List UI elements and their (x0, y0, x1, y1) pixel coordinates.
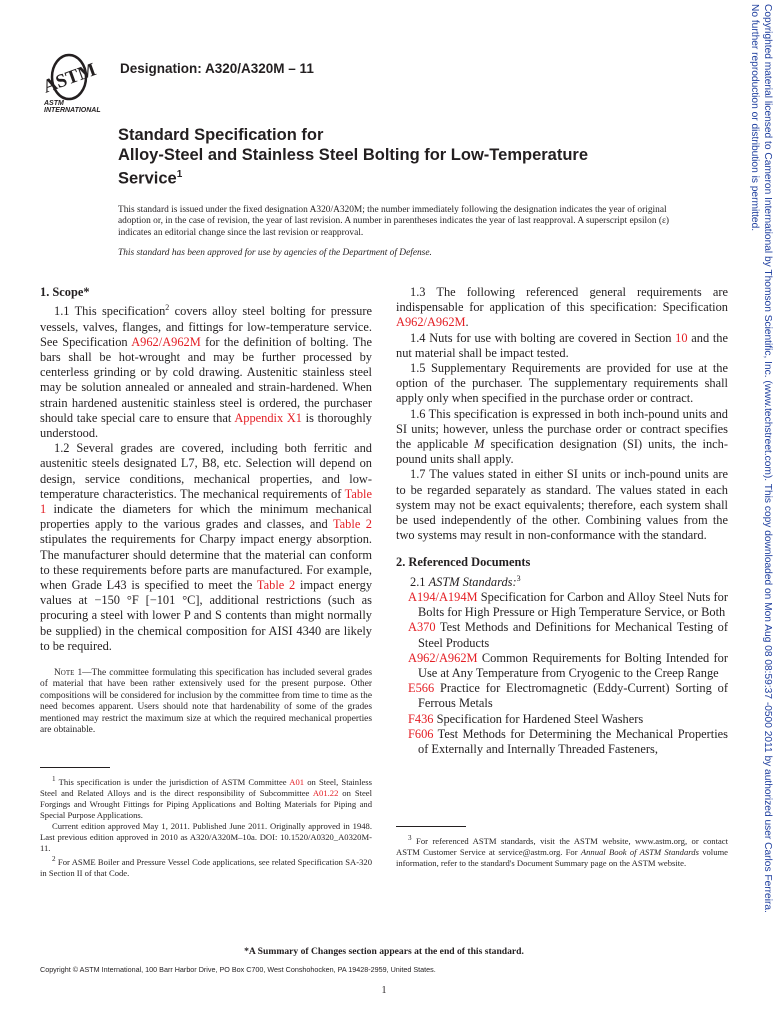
link-a962[interactable]: A962/A962M (131, 334, 201, 349)
title-line-2: Alloy-Steel and Stainless Steel Bolting for Low-Temperature (118, 146, 589, 164)
paragraph-1-1: 1.1 This specification$^2$ covers alloy steel bolting for pressure vessels, valves, flanges, and fittings for low-temperature service. See Specification A962/A962M for the definition of bolting. The bars shall be hot-wrought and may be further processed by centerless grinding or by cold drawing. Austenitic stainless steel may be solution annealed or annealed and strain-hardened. When strain hardened austenitic stainless steel is ordered, the purchaser should take special care to ensure that Appendix X1 is thoroughly understood. (40, 303, 372, 440)
license-text (748, 4, 774, 913)
svg-text:ASTM: ASTM (40, 59, 99, 98)
footnote-1: $^1$ This specification is under the jurisdiction of ASTM Committee A01 on Steel, Stainless Steel and Related Alloys and is the direct responsibility of Subcommittee A01.22 on Steel Forgings and Wrought Fittings for Piping Applications and Bolting Materials for Piping and Special Purpose Applications. (40, 775, 373, 820)
astm-logo (36, 50, 114, 112)
reference-item: F606 Test Methods for Determining the Mechanical Properties of Externally and Internally Threaded Fasteners, (408, 726, 728, 757)
title-line-3 (118, 165, 678, 189)
reference-item: A194/A194M Specification for Carbon and Alloy Steel Nuts for Bolts for High Pressure or High Temperature Service, or Both (408, 589, 728, 620)
reference-item: A962/A962M Common Requirements for Bolting Intended for Use at Any Temperature from Cryogenic to the Creep Range (408, 650, 728, 680)
paragraph-1-2: 1.2 Several grades are covered, including both ferritic and austenitic steels designated L7, B8, etc. Selection will depend on design, service conditions, mechanical properties, and low-temperature characteristics. The mechanical requirements of Table 1 indicate the diameters for which the minimum mechanical properties apply to the various grades and classes, and Table 2 stipulates the requirements for Charpy impact energy absorption. The manufacturer should determine that the material can conform to these requirements before parts are manufactured. For example, when Grade L43 is specified to meet the Table 2 impact energy values at −150 °F [−101 °C], additional restrictions (such as procuring a steel with lower P and S contents than might normally be supplied) in the chemical composition for AISI 4340 are likely to be required. (40, 441, 373, 653)
paragraph-1-3: 1.3 The following referenced general requirements are indispensable for application of this specification: Specification A962/A962M. (396, 285, 728, 330)
link-table-2[interactable]: Table 2 (256, 577, 296, 592)
license-line-2: No further reproduction or distribution is permitted. (749, 4, 760, 232)
paragraph-1-6: 1.6 This specification is expressed in both inch-pound units and SI units; however, unless the purchase order or contract specifies the applicable M specification designation (SI) units, the inch-pound units shall apply. (396, 406, 729, 467)
link-reference-code[interactable]: A962/A962M (408, 650, 478, 665)
link-reference-code[interactable]: A194/A194M (408, 589, 478, 604)
left-column (40, 285, 372, 736)
section-heading-referenced: 2. Referenced Documents (396, 555, 531, 570)
page-number: 1 (381, 985, 387, 996)
link-reference-code[interactable]: A370 (408, 620, 436, 635)
footnote-3: $^3$ For referenced ASTM standards, visit the ASTM website, www.astm.org, or contact ASTM Customer Service at service@astm.org. For Annual Book of ASTM Standards volume information, refer to the standard's Document Summary page on the ASTM website. (396, 834, 728, 868)
section-heading-scope: 1. Scope* (40, 285, 90, 299)
paragraph-1-5: 1.5 Supplementary Requirements are provided for use at the option of the purchaser. The supplementary requirements shall apply only when specified in the purchase order or contract. (396, 361, 728, 406)
link-a962[interactable]: A962/A962M (396, 315, 466, 330)
footnote-2: $^2$ For ASME Boiler and Pressure Vessel Code applications, see related Specification SA-320 in Section II of that Code. (40, 854, 372, 878)
note-1: Note 1—The committee formulating this specification has included several grades of material that have been rather extensively used for the present purpose. Other compositions will be considered for inclusion by the committee from time to time as the need becomes apparent. Users should note that hardenability of some of the grades mentioned may restrict the maximum size at which the required mechanical properties are obtainable. (40, 668, 372, 736)
reference-item: A370 Test Methods and Definitions for Mechanical Testing of Steel Products (408, 620, 728, 650)
copyright-line: Copyright © ASTM International, 100 Barr Harbor Drive, PO Box C700, West Conshohocken, PA 19428-2959, United States. (40, 965, 436, 974)
link-table-2[interactable]: Table 2 (332, 517, 372, 532)
title-line-3-text: Service (118, 169, 177, 188)
logo-label: ASTM INTERNATIONAL (44, 100, 101, 114)
designation: Designation: A320/A320M – 11 (120, 61, 314, 76)
paragraph-1-7: 1.7 The values stated in either SI units or inch-pound units are to be regarded separately as standard. The values stated in each system may not be exact equivalents; therefore, each system shall be used independently of the other. Combining values from the two systems may result in non-conformance with the standard. (396, 467, 728, 543)
reference-item: F436 Specification for Hardened Steel Washers (408, 711, 644, 726)
right-column (396, 285, 728, 757)
link-a01[interactable]: A01 (289, 776, 305, 787)
footnotes-left (40, 767, 372, 879)
title-footnote-mark: 1 (176, 169, 183, 180)
dod-approval: This standard has been approved for use by agencies of the Department of Defense. (118, 248, 432, 258)
footnote-rule (396, 826, 466, 827)
title-line-1: Standard Specification for (118, 126, 324, 144)
link-section-10[interactable]: 10 (675, 330, 688, 345)
footnote-rule (40, 767, 110, 768)
link-reference-code[interactable]: F436 (408, 711, 434, 726)
paragraph-2-1: 2.1 ASTM Standards:$^3$ (410, 573, 521, 589)
link-a01-22[interactable]: A01.22 (312, 787, 339, 798)
footnote-1-edition: Current edition approved May 1, 2011. Published June 2011. Originally approved in 1948. Last previous edition approved in 2010 as A320/A320M–10a. DOI: 10.1520/A0320_A0320M-11. (40, 820, 372, 853)
issuance-statement: This standard is issued under the fixed designation A320/A320M; the number immediately following the designation indicates the year of original adoption or, in the case of revision, the year of last revision. A number in parentheses indicates the year of last reapproval. A superscript epsilon (ε) indicates an editorial change since the last revision or reapproval. (118, 205, 670, 238)
license-sidebar (738, 0, 774, 1024)
footnotes-right (396, 826, 728, 869)
paragraph-1-4: 1.4 Nuts for use with bolting are covered in Section 10 and the nut material shall be impact tested. (396, 330, 728, 360)
link-appendix-x1[interactable]: Appendix X1 (234, 410, 302, 425)
summary-notice: *A Summary of Changes section appears at the end of this standard. (244, 946, 524, 957)
link-reference-code[interactable]: F606 (408, 726, 434, 741)
license-line-1: Copyrighted material licensed to Cameron International by Thomson Scientific, Inc. (www.techstreet.com). This copy downloaded on Mon Aug 08 08:59:37 -0500 2011 by authorized user Carlos Ferreira. (762, 4, 773, 913)
link-reference-code[interactable]: E566 (408, 681, 435, 696)
reference-item: E566 Practice for Electromagnetic (Eddy-Current) Sorting of Ferrous Metals (408, 681, 728, 711)
page-title (118, 125, 678, 189)
link-table-1[interactable]: Table 1 (40, 486, 372, 516)
